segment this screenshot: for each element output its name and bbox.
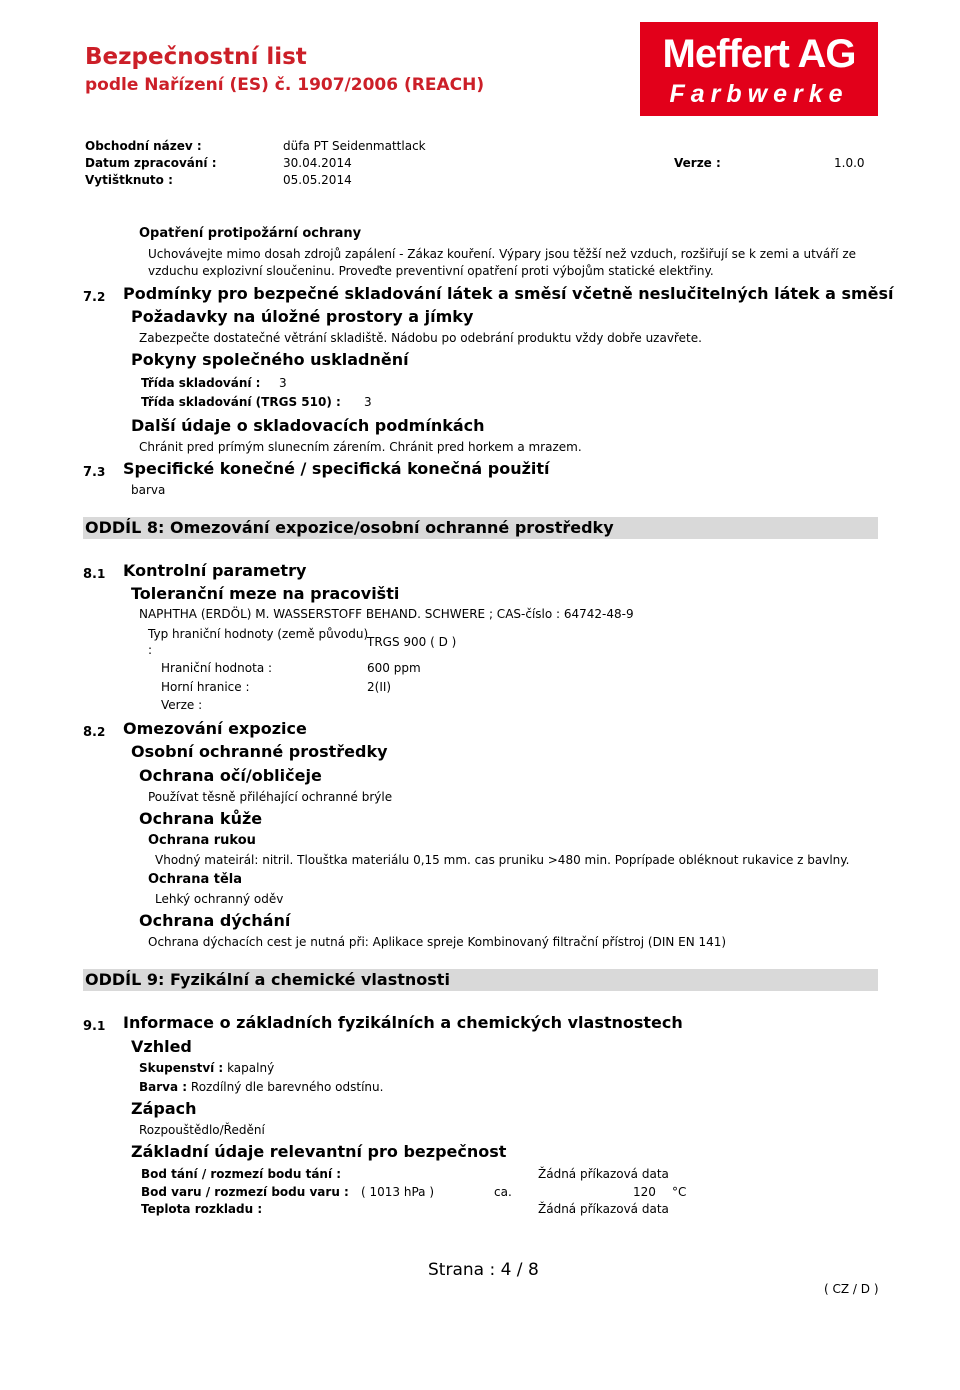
document-subtitle: podle Nařízení (ES) č. 1907/2006 (REACH) xyxy=(85,75,485,95)
limit-type-value: TRGS 900 ( D ) xyxy=(367,635,457,649)
decomposition-value: Žádná příkazová data xyxy=(538,1202,669,1216)
skin-protection-heading: Ochrana kůže xyxy=(139,809,263,828)
printed-label: Vytištknuto : xyxy=(85,173,173,187)
section-7-3-heading: Specifické konečné / specifická konečná použití xyxy=(123,459,550,478)
version-label: Verze : xyxy=(674,156,721,170)
fire-heading: Opatření protipožární ochrany xyxy=(139,226,362,241)
storage-requirements-heading: Požadavky na úložné prostory a jímky xyxy=(131,307,474,326)
section-number-7-3: 7.3 xyxy=(83,465,106,480)
basic-properties-heading: Informace o základních fyzikálních a chemických vlastnostech xyxy=(123,1013,683,1032)
section-9-band xyxy=(83,969,878,991)
page-number: Strana : 4 / 8 xyxy=(428,1260,539,1280)
appearance-heading: Vzhled xyxy=(131,1037,192,1056)
color-row: Barva : Rozdílný dle barevného odstínu. xyxy=(139,1080,384,1094)
storage-class-value: 3 xyxy=(279,376,287,390)
boiling-point-value: 120 xyxy=(633,1185,656,1199)
limit-version-label: Verze : xyxy=(161,698,203,712)
odour-text: Rozpouštědlo/Ředění xyxy=(139,1123,265,1137)
fire-text-line2: vzduchu explozivní sloučeninu. Proveďte preventivní opatření proti výbojům statické elektřiny. xyxy=(148,264,714,278)
company-logo xyxy=(640,22,878,116)
ppe-heading: Osobní ochranné prostředky xyxy=(131,742,388,761)
melting-point-value: Žádná příkazová data xyxy=(538,1167,669,1181)
fire-text-line1: Uchovávejte mimo dosah zdrojů zapálení - Zákaz kouření. Výpary jsou těžší než vzduch, rozšiřují se k zemi a utváří ze xyxy=(148,247,856,261)
substance-line: NAPHTHA (ERDÖL) M. WASSERSTOFF BEHAND. SCHWERE ; CAS-číslo : 64742-48-9 xyxy=(139,607,634,621)
date-value: 30.04.2014 xyxy=(283,156,352,170)
respiratory-protection-heading: Ochrana dýchání xyxy=(139,911,291,930)
section-7-3-text: barva xyxy=(131,483,166,497)
boiling-point-unit: °C xyxy=(672,1185,687,1199)
safety-data-heading: Základní údaje relevantní pro bezpečnost xyxy=(131,1142,507,1161)
printed-value: 05.05.2014 xyxy=(283,173,352,187)
storage-requirements-text: Zabezpečte dostatečné větrání skladiště. Nádobu po odebrání produktu vždy dobře uzavřete. xyxy=(139,331,702,345)
limit-type-label-2: : xyxy=(148,643,153,657)
joint-storage-heading: Pokyny společného uskladnění xyxy=(131,350,409,369)
melting-point-label: Bod tání / rozmezí bodu tání : xyxy=(141,1167,342,1181)
respiratory-protection-text: Ochrana dýchacích cest je nutná při: Aplikace spreje Kombinovaný filtrační přístroj (DIN EN 141) xyxy=(148,935,727,949)
section-8-band xyxy=(83,517,878,539)
body-protection-text: Lehký ochranný oděv xyxy=(155,892,284,906)
hand-protection-text: Vhodný mateirál: nitril. Tlouštka materiálu 0,15 mm. cas pruniku >480 min. Poprípade obléknout rukavice z bavlny. xyxy=(155,853,850,867)
logo-sub-text: Farbwerke xyxy=(669,80,849,108)
version-value: 1.0.0 xyxy=(834,156,865,170)
upper-limit-label: Horní hranice : xyxy=(161,680,250,694)
eye-protection-text: Používat těsně přiléhající ochranné brýle xyxy=(148,790,393,804)
trade-name-label: Obchodní název : xyxy=(85,139,202,153)
document-title: Bezpečnostní list xyxy=(85,44,307,70)
storage-conditions-heading: Další údaje o skladovacích podmínkách xyxy=(131,416,485,435)
section-number-9-1: 9.1 xyxy=(83,1019,106,1034)
body-protection-heading: Ochrana těla xyxy=(148,872,243,887)
storage-class-label: Třída skladování : xyxy=(141,376,261,390)
limit-type-label-1: Typ hraniční hodnoty (země původu) xyxy=(148,627,369,641)
section-number-7-2: 7.2 xyxy=(83,290,106,305)
section-number-8-1: 8.1 xyxy=(83,567,106,582)
limit-value: 600 ppm xyxy=(367,661,421,675)
limit-value-label: Hraniční hodnota : xyxy=(161,661,273,675)
workplace-limits-heading: Toleranční meze na pracovišti xyxy=(131,584,400,603)
section-8-title: ODDÍL 8: Omezování expozice/osobní ochranné prostředky xyxy=(85,518,614,537)
date-label: Datum zpracování : xyxy=(85,156,217,170)
boiling-point-approx: ca. xyxy=(494,1185,512,1199)
section-9-title: ODDÍL 9: Fyzikální a chemické vlastnosti xyxy=(85,970,450,989)
logo-main-text: Meffert AG xyxy=(662,32,856,76)
storage-class-trgs-label: Třída skladování (TRGS 510) : xyxy=(141,395,341,409)
trade-name-value: düfa PT Seidenmattlack xyxy=(283,139,426,153)
exposure-control-heading: Omezování expozice xyxy=(123,719,307,738)
odour-heading: Zápach xyxy=(131,1099,197,1118)
upper-limit-value: 2(II) xyxy=(367,680,392,694)
control-parameters-heading: Kontrolní parametry xyxy=(123,561,307,580)
storage-conditions-text: Chránit pred prímým slunecním zárením. Chránit pred horkem a mrazem. xyxy=(139,440,582,454)
decomposition-label: Teplota rozkladu : xyxy=(141,1202,263,1216)
hand-protection-heading: Ochrana rukou xyxy=(148,833,256,848)
physical-state-row: Skupenství : kapalný xyxy=(139,1061,275,1075)
section-number-8-2: 8.2 xyxy=(83,725,106,740)
section-7-2-heading: Podmínky pro bezpečné skladování látek a směsí včetně neslučitelných látek a směsí xyxy=(123,284,894,303)
country-code: ( CZ / D ) xyxy=(824,1282,879,1296)
eye-protection-heading: Ochrana očí/obličeje xyxy=(139,766,322,785)
storage-class-trgs-value: 3 xyxy=(364,395,372,409)
boiling-point-label: Bod varu / rozmezí bodu varu : xyxy=(141,1185,349,1199)
boiling-point-pressure: ( 1013 hPa ) xyxy=(361,1185,435,1199)
